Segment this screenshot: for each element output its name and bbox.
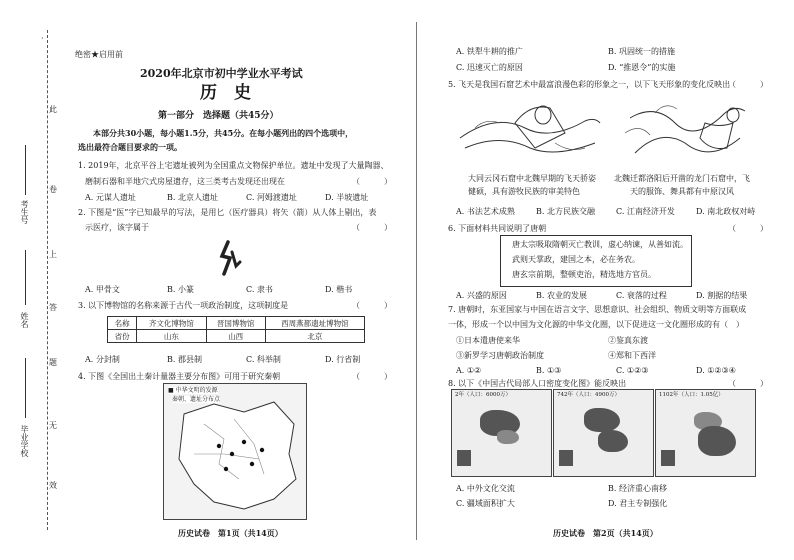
option[interactable]: C. ①②③ (616, 366, 649, 375)
quote-line: 唐玄宗前期，整顿吏治，精选地方官员。 (512, 270, 656, 279)
page-footer: 历史试卷 第1页（共14页） (178, 528, 283, 538)
statement-item: ④郑和下西洋 (608, 351, 656, 360)
table-cell: 北京 (265, 330, 364, 343)
option[interactable]: D. “推恩令”的实施 (608, 63, 676, 72)
map-caption: 742年（人口：4900万） (557, 392, 620, 398)
option[interactable]: C. 迅速灭亡的原因 (456, 63, 523, 72)
museum-table (107, 316, 365, 343)
population-medium-area (497, 430, 519, 444)
option[interactable]: B. 小篆 (167, 285, 194, 294)
subject-title: 历 史 (200, 83, 251, 103)
page-footer: 历史试卷 第2页（共14页） (553, 528, 658, 538)
answer-blank[interactable]: （ ） (352, 301, 392, 310)
school-blank[interactable] (25, 358, 26, 418)
option[interactable]: B. 农业的发展 (536, 291, 587, 300)
option[interactable]: A. 甲骨文 (85, 285, 120, 294)
answer-blank[interactable]: （ ） (352, 372, 392, 381)
option[interactable]: B. ①③ (536, 366, 562, 375)
population-map-1102ad (655, 389, 756, 477)
option[interactable]: C. 疆域面积扩大 (456, 499, 515, 508)
question-6-stem: 6. 下面材料共同说明了唐朝 (448, 224, 547, 233)
statement-item: ②鉴真东渡 (608, 336, 648, 345)
option[interactable]: A. 铁犁牛耕的推广 (456, 47, 523, 56)
map-legend (559, 450, 573, 466)
seal-char: 此 (49, 105, 57, 114)
name-blank[interactable] (25, 250, 26, 305)
map-legend-title: ■ 中华文明的发源 (168, 387, 218, 394)
ancient-character-figure (212, 240, 246, 276)
seal-char: 上 (49, 250, 57, 259)
school-label: 毕业学校 (20, 425, 29, 457)
option[interactable]: D. 楷书 (325, 285, 353, 294)
table-cell: 山东 (137, 330, 206, 343)
option[interactable]: A. ①② (456, 366, 482, 375)
option[interactable]: D. 君主专制强化 (608, 499, 668, 508)
secret-mark: 绝密★启用前 (75, 50, 123, 59)
map-legend-sub: 秦朝、遗址分布点 (172, 396, 221, 403)
quote-line: 武则天掌政，建国之本，必在务农。 (512, 255, 640, 264)
exam-number-blank[interactable] (25, 145, 26, 195)
section-intro: 本部分共30小题，每小题1.5分，共45分。在每小题列出的四个选项中， (93, 128, 354, 138)
longmen-flying-apsara-figure (615, 93, 755, 168)
table-cell: 山西 (206, 330, 265, 343)
option[interactable]: A. 分封制 (85, 355, 120, 364)
section-intro: 选出最符合题目要求的一项。 (78, 142, 182, 152)
statement-item: ①日本遣唐使来华 (456, 336, 520, 345)
option[interactable]: A. 中外文化交流 (456, 484, 515, 493)
section-heading: 第一部分 选择题（共45分） (158, 111, 279, 121)
seal-char: 答 (49, 303, 57, 312)
option[interactable]: A. 元谋人遗址 (85, 193, 136, 202)
table-row (108, 330, 365, 343)
question-2-stem: 2. 下图是“医”字已知最早的写法，是用匕（医疗器具）将矢（箭）从人体上剔出，表 (78, 208, 377, 217)
question-7-stem: 7. 唐朝时，东亚国家与中国在语言文字、思想意识、社会组织、物质文明等方面联成 (448, 305, 747, 314)
option[interactable]: B. 北方民族交融 (536, 207, 595, 216)
population-map-742ad (553, 389, 654, 477)
seal-dot: · (41, 34, 44, 43)
qin-measure-map (163, 383, 307, 520)
table-cell: 省份 (108, 330, 137, 343)
answer-blank[interactable]: （ ） (728, 379, 768, 388)
seal-char: 效 (49, 481, 57, 490)
map-caption: 1102年（人口：1.05亿） (659, 392, 724, 398)
option[interactable]: A. 兴盛的原因 (456, 291, 507, 300)
statement-item: ③新罗学习唐朝政治制度 (456, 351, 544, 360)
option[interactable]: D. 行省制 (325, 355, 361, 364)
question-8-stem: 8. 以下《中国古代局部人口密度变化图》能反映出 (448, 379, 627, 388)
page-divider (416, 22, 417, 540)
map-legend (661, 450, 675, 466)
question-1-stem: 磨制石器和半地穴式房屋遗存，这三类考古发现还出现在 (85, 177, 285, 186)
figure-caption: 健硕，具有游牧民族的审美特色 (468, 187, 580, 196)
seal-char: 题 (49, 358, 57, 367)
figure-caption: 北魏迁都洛阳后开凿的龙门石窟中，飞 (614, 174, 750, 183)
population-dense-area (584, 408, 620, 432)
exam-number-label: 考生号 (20, 200, 29, 224)
population-dense-area (598, 430, 628, 452)
map-caption: 2年（人口：6000万） (455, 392, 511, 398)
answer-blank[interactable]: （ ） (352, 223, 392, 232)
question-5-stem: 5. 飞天是我国石窟艺术中最富浪漫色彩的形象之一，以下飞天形象的变化反映出 (448, 80, 731, 89)
option[interactable]: B. 郡县制 (167, 355, 202, 364)
option[interactable]: B. 经济重心南移 (608, 484, 667, 493)
option[interactable]: D. ①②③④ (696, 366, 736, 375)
quote-line: 唐太宗吸取隋朝灭亡教训，虚心纳谏，从善如流。 (512, 240, 688, 249)
option[interactable]: B. 巩固统一的措施 (608, 47, 675, 56)
option[interactable]: C. 河姆渡遗址 (246, 193, 297, 202)
figure-caption: 天的服饰、舞具都有中原汉风 (630, 187, 734, 196)
option[interactable]: C. 江南经济开发 (616, 207, 675, 216)
answer-blank[interactable]: （ ） (352, 177, 392, 186)
table-cell: 西周燕都遗址博物馆 (265, 317, 364, 330)
option[interactable]: C. 科举制 (246, 355, 281, 364)
table-cell: 晋国博物馆 (206, 317, 265, 330)
map-legend (457, 450, 471, 466)
exam-title: 2020年北京市初中学业水平考试 (140, 67, 303, 80)
figure-caption: 大同云冈石窟中北魏早期的飞天骄姿 (468, 174, 596, 183)
yungang-flying-apsara-figure (455, 93, 605, 168)
question-1-stem: 1. 2019年，北京平谷上宅遗址被列为全国重点文物保护单位。遗址中发现了大量陶器、 (78, 161, 389, 170)
option[interactable]: D. 割据的结果 (696, 291, 748, 300)
option[interactable]: D. 半坡遗址 (325, 193, 369, 202)
population-map-2ad (451, 389, 552, 477)
option[interactable]: D. 南北政权对峙 (696, 207, 756, 216)
question-3-stem: 3. 以下博物馆的名称来源于古代一项政治制度，这项制度是 (78, 301, 289, 310)
option[interactable]: C. 衰落的过程 (616, 291, 667, 300)
population-dense-area (698, 426, 736, 456)
map-outline (164, 384, 306, 519)
table-cell: 名称 (108, 317, 137, 330)
option[interactable]: A. 书法艺术成熟 (456, 207, 515, 216)
question-2-stem: 示医疗，该字属于 (85, 223, 149, 232)
table-row (108, 317, 365, 330)
table-cell: 齐文化博物馆 (137, 317, 206, 330)
answer-blank[interactable]: （ ） (728, 80, 768, 89)
answer-blank[interactable]: （ ） (728, 224, 768, 233)
seal-char: 卷 (49, 185, 57, 194)
binding-dashed-line (47, 30, 48, 530)
name-label: 姓名 (20, 312, 29, 328)
option[interactable]: C. 隶书 (246, 285, 273, 294)
question-4-stem: 4. 下图《全国出土秦计量器主要分布图》可用于研究秦朝 (78, 372, 281, 381)
seal-char: 无 (49, 421, 57, 430)
option[interactable]: B. 北京人遗址 (167, 193, 218, 202)
question-7-stem: 一体，形成一个以中国为文化源的中华文化圈，以下促进这一文化圈形成的有（ ） (448, 320, 744, 329)
